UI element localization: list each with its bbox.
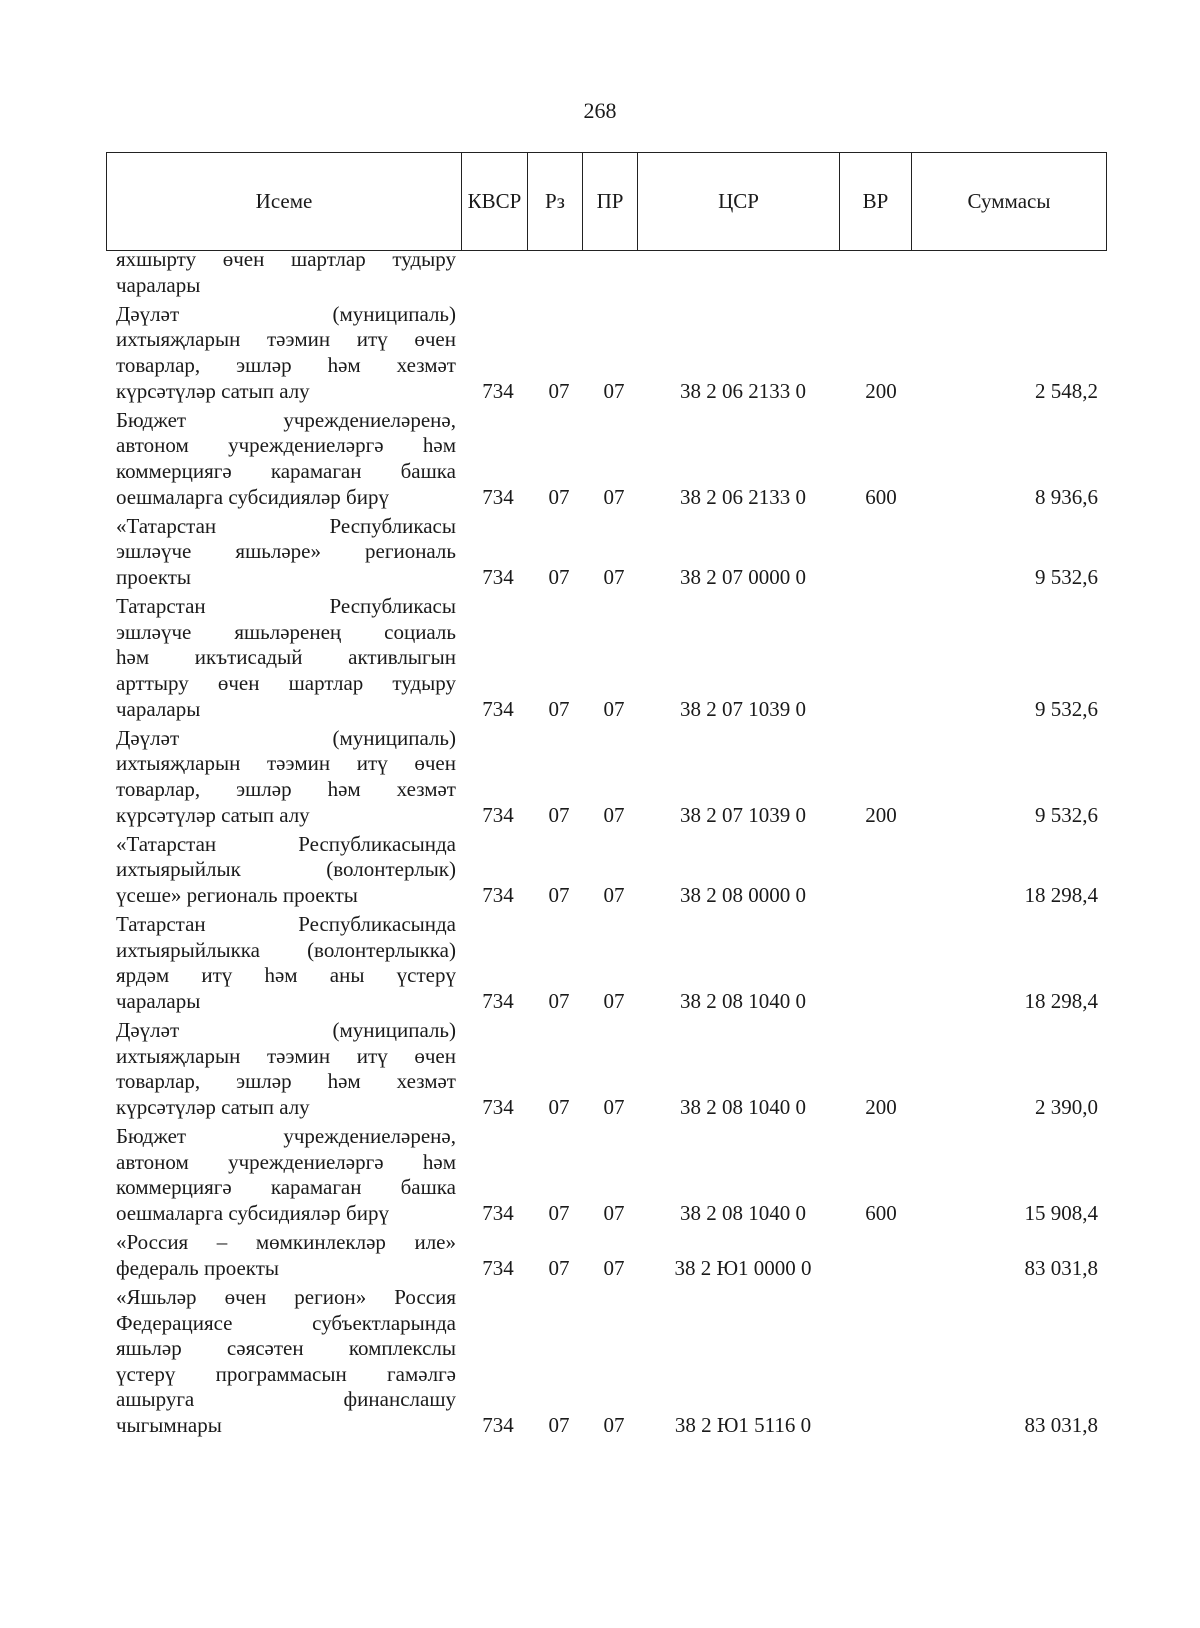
cell-pr: 07	[603, 1094, 625, 1119]
cell-csr: 38 2 08 1040 0	[680, 1094, 806, 1119]
cell-sum: 9 532,6	[1035, 802, 1098, 827]
row-name-line: «Яшьләр өчен регион» Россия	[116, 1285, 456, 1309]
row-name-line: күрсәтүләр сатып алу	[116, 802, 310, 827]
row-name	[116, 832, 456, 909]
cell-csr: 38 2 Ю1 0000 0	[674, 1255, 812, 1280]
row-name	[116, 408, 456, 510]
cell-csr: 38 2 07 1039 0	[680, 802, 806, 827]
cell-sum: 18 298,4	[1024, 988, 1098, 1013]
row-name-line: ихтыярыйлыкка (волонтерлыкка)	[116, 937, 456, 962]
row-name-line: автоном учреждениеләргә һәм	[116, 433, 456, 458]
row-name-line: күрсәтүләр сатып алу	[116, 1094, 310, 1119]
cell-csr: 38 2 08 1040 0	[680, 1200, 806, 1225]
row-name	[116, 1018, 456, 1120]
row-name-line: эшләүче яшьләренең социаль	[116, 619, 456, 644]
cell-sum: 9 532,6	[1035, 565, 1098, 589]
row-name-line: чаралары	[116, 272, 201, 297]
row-name	[116, 247, 456, 298]
cell-pr: 07	[603, 484, 625, 509]
cell-kvsr: 734	[482, 378, 514, 403]
cell-sum: 83 031,8	[1024, 1255, 1098, 1280]
row-name-line: «Татарстан Республикасында	[116, 831, 456, 856]
row-name-line: Бюджет учреждениеләренә,	[116, 407, 456, 432]
cell-kvsr: 734	[482, 565, 514, 589]
table-row	[0, 832, 1200, 909]
row-name-line: һәм икътисадый активлыгын	[116, 645, 456, 670]
row-name	[116, 302, 456, 404]
cell-kvsr: 734	[482, 883, 514, 907]
cell-vr: 200	[865, 1094, 897, 1119]
cell-kvsr: 734	[482, 1255, 514, 1280]
row-name-line: коммерциягә карамаган башка	[116, 1175, 456, 1200]
cell-vr: 200	[865, 378, 897, 403]
row-name	[116, 594, 456, 722]
cell-rz: 07	[548, 1255, 570, 1280]
cell-vr: 600	[865, 1200, 897, 1225]
page-number: 268	[583, 98, 617, 123]
cell-kvsr: 734	[482, 484, 514, 509]
column-header-csr: ЦСР	[638, 153, 840, 251]
row-name-line: яхшырту өчен шартлар тудыру	[116, 247, 456, 271]
cell-rz: 07	[548, 484, 570, 509]
table-row	[0, 514, 1200, 591]
row-name-line: арттыру өчен шартлар тудыру	[116, 670, 456, 695]
cell-pr: 07	[603, 988, 625, 1013]
row-name-line: товарлар, эшләр һәм хезмәт	[116, 352, 456, 377]
column-header-rz: Рз	[528, 153, 583, 251]
cell-pr: 07	[603, 802, 625, 827]
cell-rz: 07	[548, 802, 570, 827]
row-name-line: проекты	[116, 564, 192, 589]
cell-kvsr: 734	[482, 988, 514, 1013]
row-name-line: үсеше» региональ проекты	[116, 882, 358, 907]
row-name-line: ихтыяҗларын тәэмин итү өчен	[116, 1043, 456, 1068]
cell-csr: 38 2 06 2133 0	[680, 484, 806, 509]
cell-kvsr: 734	[482, 1200, 514, 1225]
row-name-line: оешмаларга субсидияләр бирү	[116, 484, 389, 509]
row-name-line: күрсәтүләр сатып алу	[116, 378, 310, 403]
cell-sum: 18 298,4	[1024, 883, 1098, 907]
row-name-line: Бюджет учреждениеләренә,	[116, 1124, 456, 1149]
cell-rz: 07	[548, 565, 570, 589]
cell-pr: 07	[603, 378, 625, 403]
cell-rz: 07	[548, 883, 570, 907]
cell-sum: 83 031,8	[1024, 1413, 1098, 1437]
cell-sum: 8 936,6	[1035, 484, 1098, 509]
cell-rz: 07	[548, 378, 570, 403]
column-header-sum: Суммасы	[912, 153, 1107, 251]
cell-vr: 600	[865, 484, 897, 509]
cell-csr: 38 2 07 0000 0	[680, 565, 806, 589]
table-row	[0, 726, 1200, 828]
row-name	[116, 1285, 456, 1439]
cell-rz: 07	[548, 696, 570, 721]
cell-pr: 07	[603, 565, 625, 589]
row-name-line: Татарстан Республикасы	[116, 594, 456, 619]
row-name-line: товарлар, эшләр һәм хезмәт	[116, 776, 456, 801]
cell-sum: 15 908,4	[1024, 1200, 1098, 1225]
table-row	[0, 1230, 1200, 1281]
cell-csr: 38 2 06 2133 0	[680, 378, 806, 403]
table-row	[0, 302, 1200, 404]
row-name-line: чаралары	[116, 988, 201, 1013]
table-row	[0, 408, 1200, 510]
row-name-line: Дәүләт (муниципаль)	[116, 1018, 456, 1043]
row-name-line: федераль проекты	[116, 1255, 279, 1280]
row-name-line: Дәүләт (муниципаль)	[116, 301, 456, 326]
row-name-line: Федерациясе субъектларында	[116, 1310, 456, 1335]
row-name	[116, 912, 456, 1014]
cell-sum: 2 390,0	[1035, 1094, 1098, 1119]
row-name-line: Дәүләт (муниципаль)	[116, 725, 456, 750]
cell-rz: 07	[548, 988, 570, 1013]
row-name-line: товарлар, эшләр һәм хезмәт	[116, 1069, 456, 1094]
table-row	[0, 247, 1200, 298]
row-name-line: үстерү программасын гамәлгә	[116, 1361, 456, 1386]
cell-rz: 07	[548, 1094, 570, 1119]
row-name-line: коммерциягә карамаган башка	[116, 458, 456, 483]
table-row	[0, 594, 1200, 722]
row-name	[116, 1230, 456, 1281]
row-name-line: «Россия – мөмкинлекләр иле»	[116, 1230, 456, 1255]
cell-csr: 38 2 08 0000 0	[680, 883, 806, 907]
row-name	[116, 726, 456, 828]
row-name	[116, 514, 456, 591]
table-row	[0, 1285, 1200, 1439]
row-name-line: ихтыяҗларын тәэмин итү өчен	[116, 327, 456, 352]
cell-sum: 9 532,6	[1035, 696, 1098, 721]
row-name-line: Татарстан Республикасында	[116, 912, 456, 937]
row-name-line: ярдәм итү һәм аны үстерү	[116, 963, 456, 988]
cell-rz: 07	[548, 1413, 570, 1437]
row-name-line: автоном учреждениеләргә һәм	[116, 1149, 456, 1174]
row-name-line: ихтыярыйлык (волонтерлык)	[116, 857, 456, 882]
cell-kvsr: 734	[482, 1094, 514, 1119]
column-header-vr: ВР	[840, 153, 912, 251]
column-header-kvsr: КВСР	[462, 153, 528, 251]
row-name	[116, 1124, 456, 1226]
cell-kvsr: 734	[482, 802, 514, 827]
row-name-line: эшләүче яшьләре» региональ	[116, 539, 456, 564]
row-name-line: яшьләр сәясәтен комплекслы	[116, 1336, 456, 1361]
row-name-line: «Татарстан Республикасы	[116, 513, 456, 538]
cell-csr: 38 2 Ю1 5116 0	[674, 1413, 812, 1437]
table-header	[106, 152, 1107, 251]
cell-rz: 07	[548, 1200, 570, 1225]
table-row	[0, 1018, 1200, 1120]
table-row	[0, 1124, 1200, 1226]
cell-kvsr: 734	[482, 1413, 514, 1437]
row-name-line: чаралары	[116, 696, 201, 721]
cell-vr: 200	[865, 802, 897, 827]
row-name-line: чыгымнары	[116, 1412, 222, 1437]
table-row	[0, 912, 1200, 1014]
row-name-line: ашыруга финанслашу	[116, 1387, 456, 1412]
cell-sum: 2 548,2	[1035, 378, 1098, 403]
cell-kvsr: 734	[482, 696, 514, 721]
cell-pr: 07	[603, 696, 625, 721]
column-header-name: Исеме	[107, 153, 462, 251]
row-name-line: оешмаларга субсидияләр бирү	[116, 1200, 389, 1225]
column-header-pr: ПР	[583, 153, 638, 251]
cell-csr: 38 2 08 1040 0	[680, 988, 806, 1013]
row-name-line: ихтыяҗларын тәэмин итү өчен	[116, 751, 456, 776]
cell-pr: 07	[603, 1255, 625, 1280]
cell-pr: 07	[603, 883, 625, 907]
cell-pr: 07	[603, 1200, 625, 1225]
cell-pr: 07	[603, 1413, 625, 1437]
cell-csr: 38 2 07 1039 0	[680, 696, 806, 721]
